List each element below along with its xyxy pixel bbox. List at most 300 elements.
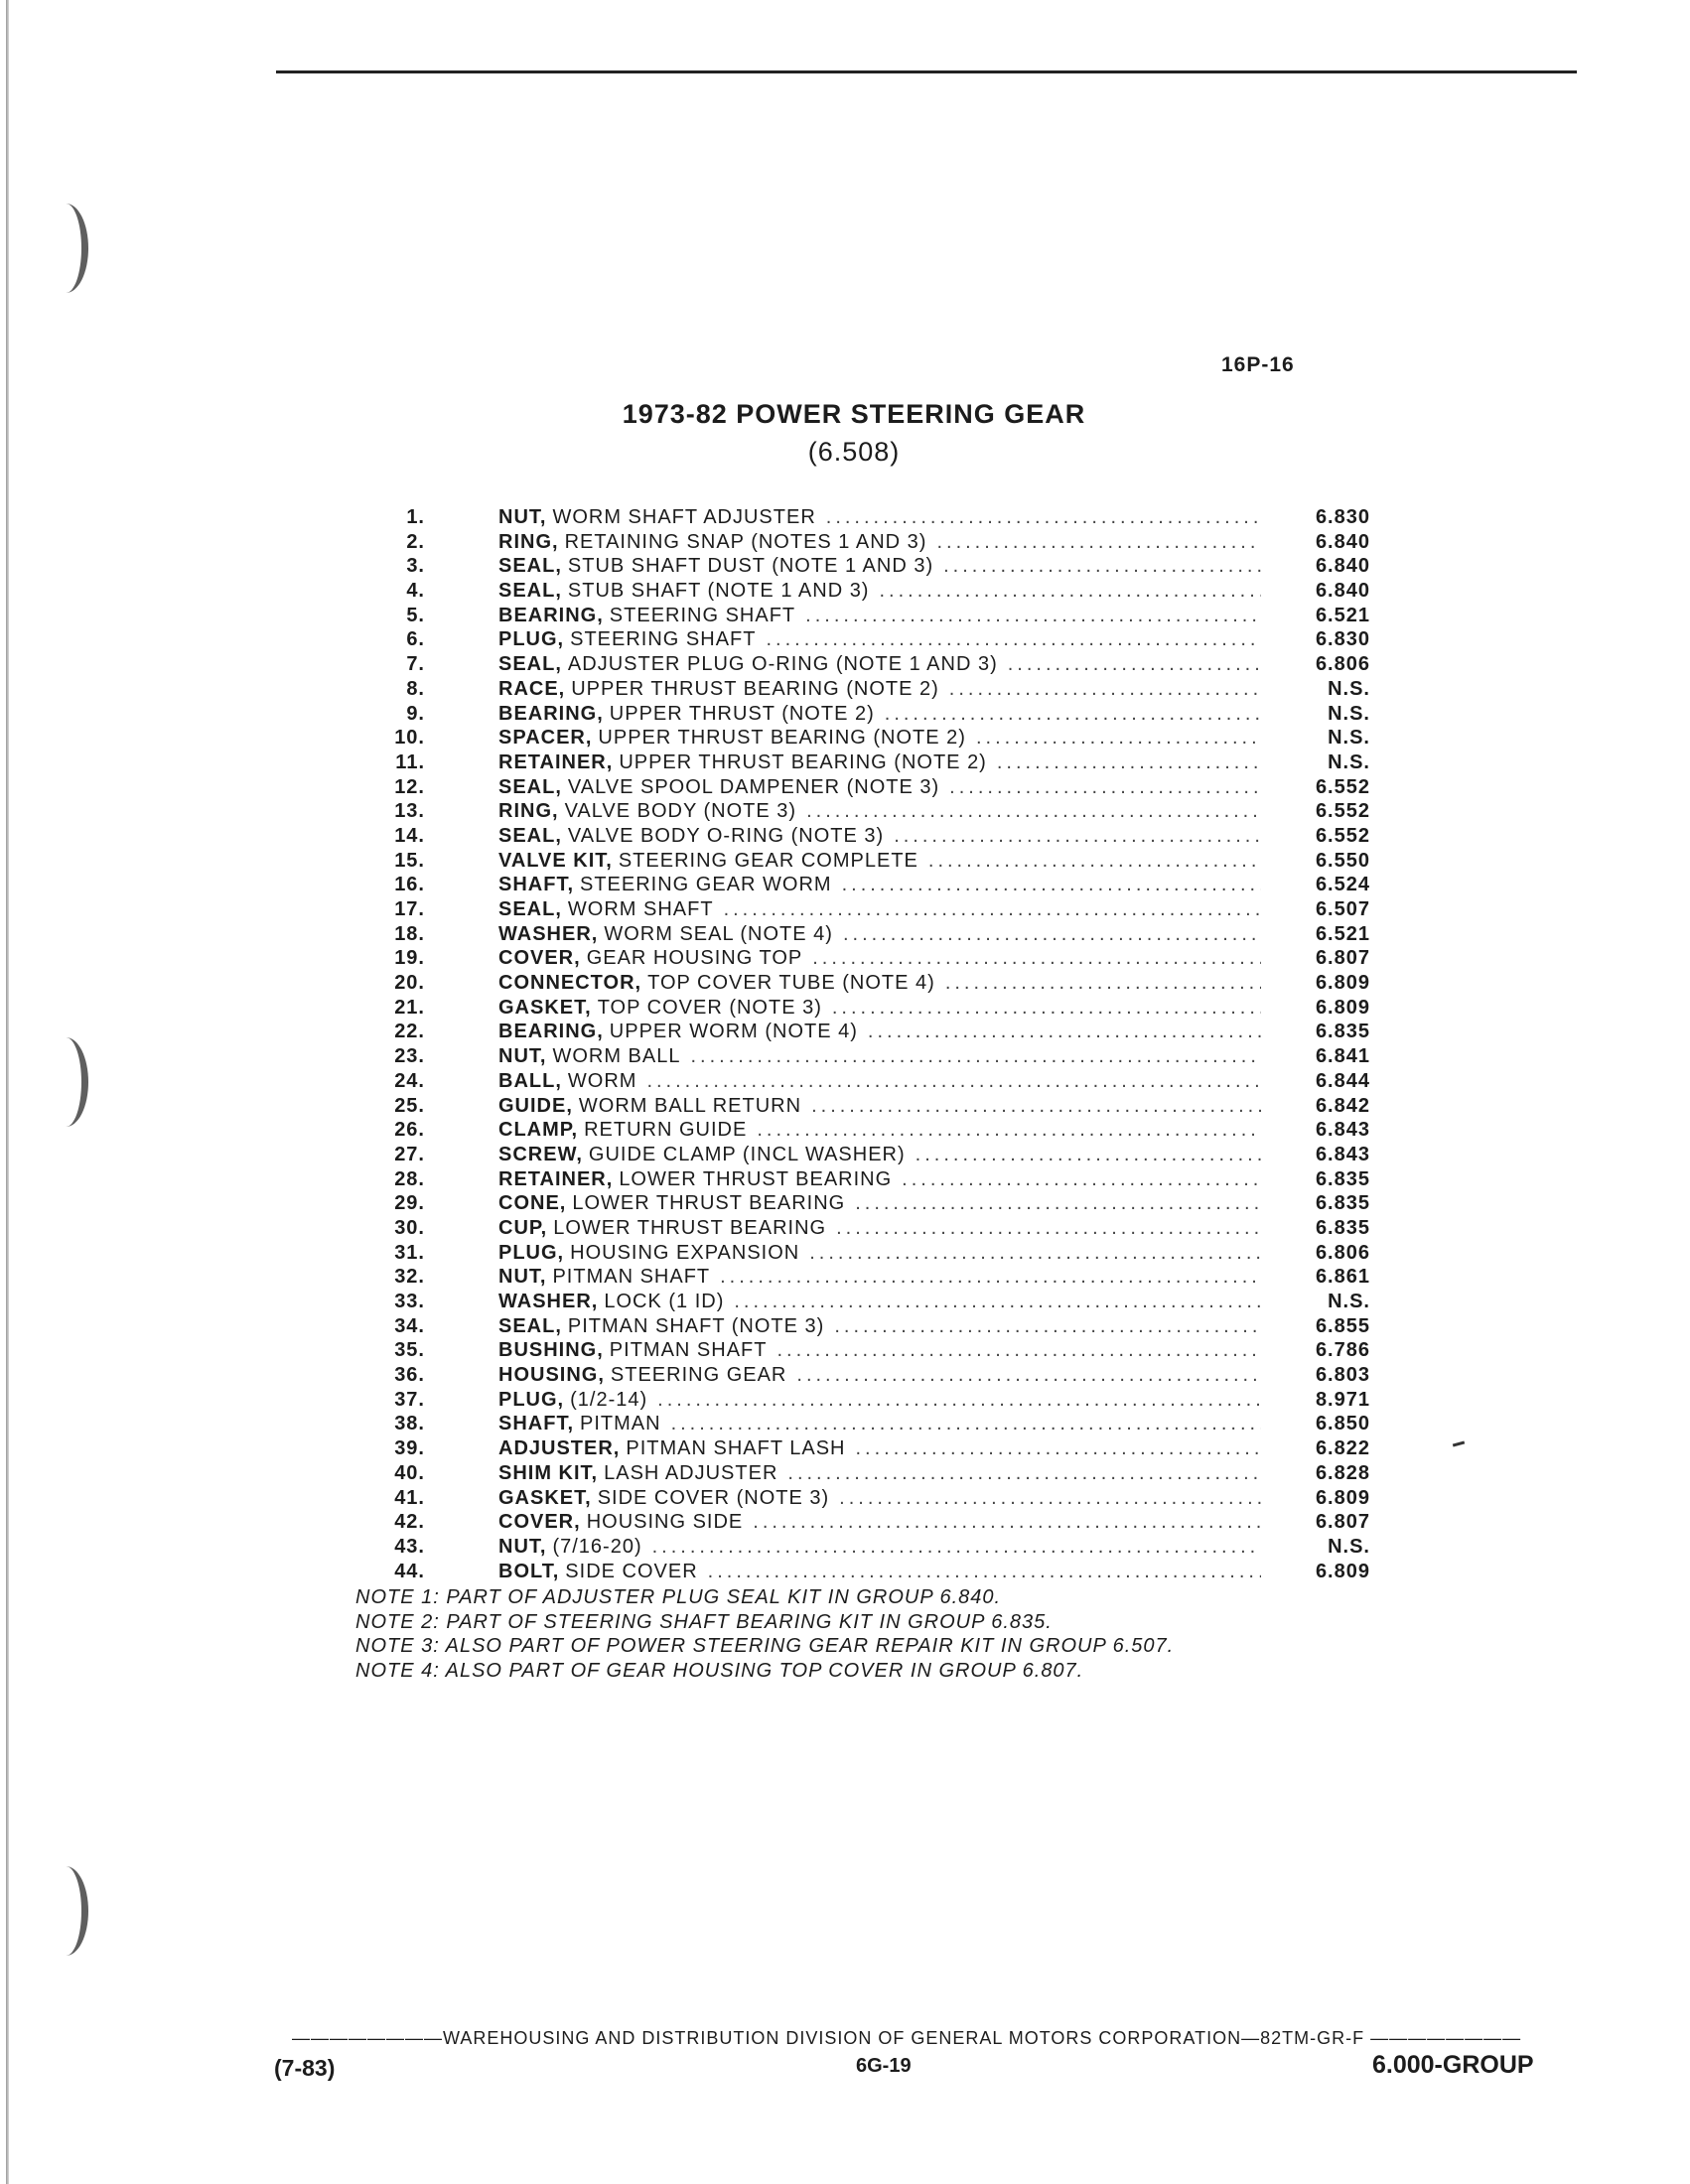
part-name: RETAINER,	[498, 1167, 614, 1190]
part-description	[498, 1412, 1261, 1436]
part-name: SEAL,	[498, 580, 562, 603]
group-reference: 6.809	[1315, 996, 1370, 1019]
part-detail: STUB SHAFT (NOTE 1 AND 3)	[567, 580, 870, 603]
group-reference: 6.840	[1315, 530, 1370, 553]
part-number: 27.	[394, 1143, 425, 1165]
part-detail: TOP COVER TUBE (NOTE 4)	[647, 972, 935, 995]
group-reference: 6.840	[1315, 580, 1370, 603]
part-detail: WORM BALL RETURN	[578, 1094, 802, 1117]
part-row	[377, 775, 1430, 800]
part-row	[377, 1535, 1430, 1560]
part-detail: VALVE BODY O-RING (NOTE 3)	[567, 824, 885, 847]
part-detail: GUIDE CLAMP (INCL WASHER)	[588, 1143, 906, 1165]
part-description	[498, 1216, 1261, 1241]
part-name: COVER,	[498, 1511, 581, 1534]
part-description	[498, 996, 1261, 1021]
part-name: BALL,	[498, 1069, 562, 1092]
part-row	[377, 873, 1430, 897]
part-detail: LOWER THRUST BEARING	[619, 1167, 893, 1190]
leader-dots	[812, 946, 1261, 971]
part-row	[377, 1510, 1430, 1535]
footer-page-number: 6G-19	[856, 2055, 912, 2077]
part-detail: WORM SHAFT ADJUSTER	[552, 506, 816, 528]
part-name: CONE,	[498, 1192, 567, 1215]
part-description	[498, 946, 1261, 971]
punch-hole-mark	[44, 204, 88, 293]
part-number: 13.	[394, 800, 425, 823]
part-detail: STEERING GEAR	[610, 1364, 787, 1387]
part-number: 23.	[394, 1045, 425, 1068]
part-number: 22.	[394, 1021, 425, 1043]
part-row	[377, 505, 1430, 530]
footer-division-line: ————————WAREHOUSING AND DISTRIBUTION DIVISION OF GENERAL MOTORS CORPORATION—82TM-GR-F ————————	[292, 2028, 1522, 2048]
part-number: 18.	[394, 922, 425, 945]
part-description	[498, 849, 1261, 874]
part-name: SEAL,	[498, 775, 562, 798]
part-name: RING,	[498, 800, 559, 823]
group-reference: 6.844	[1315, 1069, 1370, 1092]
footer-group: 6.000-GROUP	[1372, 2051, 1534, 2079]
group-reference: N.S.	[1328, 1291, 1370, 1312]
part-detail: WORM SEAL (NOTE 4)	[604, 922, 833, 945]
part-number: 29.	[394, 1192, 425, 1215]
group-reference: 6.850	[1315, 1413, 1370, 1435]
part-description	[498, 702, 1261, 727]
part-row	[377, 1290, 1430, 1314]
part-description	[498, 627, 1261, 652]
part-description	[498, 652, 1261, 677]
part-number: 44.	[394, 1560, 425, 1582]
group-reference: 6.830	[1315, 628, 1370, 651]
part-number: 31.	[394, 1241, 425, 1264]
part-detail: STEERING SHAFT	[570, 628, 757, 651]
leader-dots	[894, 824, 1261, 849]
leader-dots	[809, 1241, 1261, 1266]
part-row	[377, 677, 1430, 702]
part-detail: UPPER THRUST (NOTE 2)	[609, 702, 875, 725]
part-number: 6.	[406, 628, 425, 651]
part-name: RACE,	[498, 677, 566, 700]
part-name: WASHER,	[498, 1291, 599, 1312]
part-detail: HOUSING SIDE	[586, 1511, 744, 1534]
leader-dots	[836, 1216, 1261, 1241]
part-number: 26.	[394, 1119, 425, 1142]
part-row	[377, 1461, 1430, 1486]
part-name: NUT,	[498, 1045, 547, 1068]
part-name: COVER,	[498, 947, 581, 970]
part-description	[498, 1436, 1261, 1461]
leader-dots	[805, 604, 1261, 628]
punch-hole-mark	[44, 1866, 88, 1956]
part-number: 19.	[394, 947, 425, 970]
part-row	[377, 751, 1430, 775]
part-number: 14.	[394, 824, 425, 847]
part-number: 41.	[394, 1486, 425, 1509]
part-name: SEAL,	[498, 653, 562, 676]
leader-dots	[928, 849, 1261, 874]
part-description	[498, 1560, 1261, 1584]
part-number: 42.	[394, 1511, 425, 1534]
leader-dots	[796, 1363, 1261, 1388]
part-name: BEARING,	[498, 702, 604, 725]
part-number: 32.	[394, 1266, 425, 1289]
group-reference: 6.524	[1315, 874, 1370, 896]
part-row	[377, 1486, 1430, 1511]
part-description	[498, 1143, 1261, 1167]
group-reference: 6.843	[1315, 1119, 1370, 1142]
group-reference: N.S.	[1328, 1535, 1370, 1558]
leader-dots	[842, 873, 1261, 897]
group-reference: 6.842	[1315, 1094, 1370, 1117]
part-number: 8.	[406, 677, 425, 700]
part-name: BEARING,	[498, 604, 604, 626]
leader-dots	[943, 554, 1261, 579]
part-description	[498, 530, 1261, 555]
part-row	[377, 627, 1430, 652]
binder-edge	[6, 0, 9, 2184]
group-reference: 6.861	[1315, 1266, 1370, 1289]
part-name: SPACER,	[498, 727, 593, 750]
part-detail: STUB SHAFT DUST (NOTE 1 AND 3)	[567, 555, 934, 578]
leader-dots	[945, 971, 1261, 996]
part-number: 16.	[394, 874, 425, 896]
part-row	[377, 996, 1430, 1021]
part-name: CUP,	[498, 1216, 548, 1239]
part-detail: PITMAN	[580, 1413, 661, 1435]
group-reference: N.S.	[1328, 751, 1370, 773]
group-reference: 6.803	[1315, 1364, 1370, 1387]
part-detail: GEAR HOUSING TOP	[586, 947, 803, 970]
leader-dots	[806, 799, 1261, 824]
group-reference: 6.552	[1315, 775, 1370, 798]
leader-dots	[997, 751, 1261, 775]
part-name: RING,	[498, 530, 559, 553]
part-detail: SIDE COVER	[565, 1560, 698, 1582]
part-detail: TOP COVER (NOTE 3)	[597, 996, 822, 1019]
part-name: VALVE KIT,	[498, 849, 613, 872]
part-name: SEAL,	[498, 555, 562, 578]
part-description	[498, 897, 1261, 922]
notes-block	[355, 1585, 1174, 1684]
part-detail: LOWER THRUST BEARING	[572, 1192, 846, 1215]
part-description	[498, 922, 1261, 947]
part-detail: PITMAN SHAFT	[609, 1339, 768, 1362]
part-row	[377, 1412, 1430, 1436]
punch-hole-mark	[44, 1037, 88, 1127]
leader-dots	[652, 1535, 1261, 1560]
part-name: PLUG,	[498, 1388, 565, 1411]
part-number: 21.	[394, 996, 425, 1019]
part-description	[498, 971, 1261, 996]
group-reference: 6.855	[1315, 1314, 1370, 1337]
group-reference: 6.552	[1315, 824, 1370, 847]
top-rule	[276, 70, 1577, 73]
part-description	[498, 1338, 1261, 1363]
part-detail: WORM	[567, 1069, 637, 1092]
leader-dots	[879, 579, 1261, 604]
note-line: NOTE 2: PART OF STEERING SHAFT BEARING KIT IN GROUP 6.835.	[355, 1610, 1053, 1633]
note-line: NOTE 1: PART OF ADJUSTER PLUG SEAL KIT IN GROUP 6.840.	[355, 1586, 1002, 1608]
part-number: 37.	[394, 1388, 425, 1411]
part-number: 12.	[394, 775, 425, 798]
part-row	[377, 1167, 1430, 1192]
leader-dots	[976, 726, 1261, 751]
part-number: 25.	[394, 1094, 425, 1117]
part-description	[498, 1461, 1261, 1486]
part-row	[377, 1044, 1430, 1069]
leader-dots	[826, 505, 1261, 530]
part-row	[377, 1314, 1430, 1339]
part-number: 9.	[406, 702, 425, 725]
group-reference: 6.521	[1315, 604, 1370, 626]
part-row	[377, 1560, 1430, 1584]
group-reference: 6.841	[1315, 1045, 1370, 1068]
part-number: 40.	[394, 1461, 425, 1484]
part-description	[498, 1241, 1261, 1266]
part-name: BUSHING,	[498, 1339, 604, 1362]
part-number: 34.	[394, 1314, 425, 1337]
part-description	[498, 1535, 1261, 1560]
note-line: NOTE 4: ALSO PART OF GEAR HOUSING TOP COVER IN GROUP 6.807.	[355, 1660, 1084, 1683]
part-detail: RETAINING SNAP (NOTES 1 AND 3)	[564, 530, 927, 553]
part-row	[377, 652, 1430, 677]
part-row	[377, 946, 1430, 971]
part-name: NUT,	[498, 1535, 547, 1558]
part-name: NUT,	[498, 506, 547, 528]
part-name: NUT,	[498, 1266, 547, 1289]
part-detail: WORM BALL	[552, 1045, 681, 1068]
part-description	[498, 1265, 1261, 1290]
group-reference: 6.786	[1315, 1339, 1370, 1362]
part-description	[498, 1094, 1261, 1119]
leader-dots	[855, 1191, 1261, 1216]
leader-dots	[936, 530, 1261, 555]
part-number: 38.	[394, 1413, 425, 1435]
part-name: HOUSING,	[498, 1364, 605, 1387]
part-name: SCREW,	[498, 1143, 583, 1165]
part-name: CONNECTOR,	[498, 972, 642, 995]
leader-dots	[757, 1118, 1261, 1143]
group-reference: 6.835	[1315, 1192, 1370, 1215]
group-reference: 6.806	[1315, 653, 1370, 676]
leader-dots	[708, 1560, 1261, 1584]
part-number: 24.	[394, 1069, 425, 1092]
leader-dots	[855, 1436, 1261, 1461]
leader-dots	[720, 1265, 1261, 1290]
leader-dots	[949, 677, 1261, 702]
part-number: 36.	[394, 1364, 425, 1387]
part-row	[377, 1118, 1430, 1143]
part-description	[498, 1486, 1261, 1511]
part-detail: LOCK (1 ID)	[604, 1291, 725, 1312]
footer-division: WAREHOUSING AND DISTRIBUTION DIVISION OF GENERAL MOTORS CORPORATION—82TM-GR-F	[443, 2028, 1365, 2048]
part-description	[498, 1363, 1261, 1388]
part-description	[498, 1191, 1261, 1216]
part-detail: (7/16-20)	[552, 1535, 642, 1558]
part-number: 7.	[406, 653, 425, 676]
leader-dots	[787, 1461, 1261, 1486]
note-line: NOTE 3: ALSO PART OF POWER STEERING GEAR REPAIR KIT IN GROUP 6.507.	[355, 1635, 1175, 1658]
group-reference: 6.807	[1315, 947, 1370, 970]
group-reference: 6.830	[1315, 506, 1370, 528]
part-row	[377, 579, 1430, 604]
part-detail: STEERING GEAR COMPLETE	[618, 849, 918, 872]
parts-list	[377, 505, 1430, 1583]
leader-dots	[753, 1510, 1261, 1535]
group-reference: 6.521	[1315, 922, 1370, 945]
part-detail: VALVE BODY (NOTE 3)	[564, 800, 797, 823]
part-number: 39.	[394, 1437, 425, 1460]
part-name: CLAMP,	[498, 1119, 579, 1142]
part-detail: LASH ADJUSTER	[604, 1461, 778, 1484]
leader-dots	[915, 1143, 1261, 1167]
part-number: 1.	[406, 506, 425, 528]
leader-dots	[832, 996, 1261, 1021]
part-row	[377, 1338, 1430, 1363]
part-row	[377, 1436, 1430, 1461]
part-name: GASKET,	[498, 996, 592, 1019]
leader-dots	[885, 702, 1261, 727]
leader-dots	[776, 1338, 1261, 1363]
group-reference: 6.552	[1315, 800, 1370, 823]
part-detail: LOWER THRUST BEARING	[553, 1216, 827, 1239]
part-name: RETAINER,	[498, 751, 614, 773]
part-row	[377, 849, 1430, 874]
group-reference: 8.971	[1315, 1388, 1370, 1411]
leader-dots	[766, 627, 1261, 652]
part-detail: PITMAN SHAFT (NOTE 3)	[567, 1314, 825, 1337]
part-row	[377, 554, 1430, 579]
part-number: 3.	[406, 555, 425, 578]
part-name: BOLT,	[498, 1560, 560, 1582]
part-detail: PITMAN SHAFT	[552, 1266, 711, 1289]
part-row	[377, 1388, 1430, 1413]
leader-dots	[834, 1314, 1261, 1339]
page-subtitle: (6.508)	[807, 437, 901, 467]
part-name: SHAFT,	[498, 874, 574, 896]
part-row	[377, 824, 1430, 849]
group-reference: 6.550	[1315, 849, 1370, 872]
part-description	[498, 1314, 1261, 1339]
part-description	[498, 604, 1261, 628]
part-name: WASHER,	[498, 922, 599, 945]
leader-dots	[646, 1069, 1261, 1094]
part-description	[498, 1044, 1261, 1069]
part-description	[498, 579, 1261, 604]
part-name: PLUG,	[498, 628, 565, 651]
part-row	[377, 1069, 1430, 1094]
part-detail: UPPER THRUST BEARING (NOTE 2)	[619, 751, 987, 773]
part-description	[498, 751, 1261, 775]
part-row	[377, 726, 1430, 751]
group-reference: 6.828	[1315, 1461, 1370, 1484]
group-reference: 6.843	[1315, 1143, 1370, 1165]
footer-date: (7-83)	[274, 2055, 336, 2081]
leader-dots	[724, 897, 1261, 922]
group-reference: 6.809	[1315, 972, 1370, 995]
part-description	[498, 677, 1261, 702]
part-detail: (1/2-14)	[570, 1388, 648, 1411]
group-reference: 6.807	[1315, 1511, 1370, 1534]
part-number: 15.	[394, 849, 425, 872]
part-number: 35.	[394, 1339, 425, 1362]
group-reference: 6.806	[1315, 1241, 1370, 1264]
part-row	[377, 1216, 1430, 1241]
group-reference: N.S.	[1328, 702, 1370, 725]
part-number: 11.	[395, 751, 425, 773]
part-row	[377, 1020, 1430, 1044]
group-reference: 6.507	[1315, 898, 1370, 920]
part-row	[377, 799, 1430, 824]
part-description	[498, 1388, 1261, 1413]
part-description	[498, 1290, 1261, 1314]
part-detail: VALVE SPOOL DAMPENER (NOTE 3)	[567, 775, 940, 798]
part-name: SEAL,	[498, 898, 562, 920]
part-number: 43.	[394, 1535, 425, 1558]
part-detail: UPPER THRUST BEARING (NOTE 2)	[598, 727, 966, 750]
group-reference: N.S.	[1328, 677, 1370, 700]
leader-dots	[1008, 652, 1261, 677]
part-detail: RETURN GUIDE	[584, 1119, 748, 1142]
leader-dots	[839, 1486, 1261, 1511]
part-number: 2.	[406, 530, 425, 553]
part-row	[377, 604, 1430, 628]
part-name: PLUG,	[498, 1241, 565, 1264]
leader-dots	[811, 1094, 1261, 1119]
part-row	[377, 1241, 1430, 1266]
part-description	[498, 554, 1261, 579]
part-detail: HOUSING EXPANSION	[570, 1241, 800, 1264]
part-detail: STEERING SHAFT	[609, 604, 796, 626]
part-detail: WORM SHAFT	[567, 898, 714, 920]
group-reference: 6.840	[1315, 555, 1370, 578]
group-reference: 6.835	[1315, 1167, 1370, 1190]
part-number: 17.	[394, 898, 425, 920]
part-number: 4.	[406, 580, 425, 603]
part-description	[498, 1020, 1261, 1044]
part-detail: STEERING GEAR WORM	[580, 874, 832, 896]
part-row	[377, 1094, 1430, 1119]
leader-dots	[671, 1412, 1261, 1436]
group-reference: 6.835	[1315, 1216, 1370, 1239]
part-description	[498, 775, 1261, 800]
group-reference: N.S.	[1328, 727, 1370, 750]
leader-dots	[843, 922, 1261, 947]
group-reference: 6.809	[1315, 1486, 1370, 1509]
part-description	[498, 873, 1261, 897]
group-reference: 6.835	[1315, 1021, 1370, 1043]
part-description	[498, 1118, 1261, 1143]
part-number: 28.	[394, 1167, 425, 1190]
part-row	[377, 1363, 1430, 1388]
part-row	[377, 702, 1430, 727]
part-description	[498, 824, 1261, 849]
part-detail: UPPER THRUST BEARING (NOTE 2)	[571, 677, 939, 700]
part-number: 30.	[394, 1216, 425, 1239]
leader-dots	[657, 1388, 1261, 1413]
part-name: SEAL,	[498, 824, 562, 847]
part-row	[377, 1265, 1430, 1290]
page-title: 1973-82 POWER STEERING GEAR	[622, 399, 1086, 429]
part-detail: UPPER WORM (NOTE 4)	[609, 1021, 858, 1043]
group-reference: 6.822	[1315, 1437, 1370, 1460]
part-row	[377, 530, 1430, 555]
part-description	[498, 799, 1261, 824]
part-description	[498, 505, 1261, 530]
part-name: GASKET,	[498, 1486, 592, 1509]
part-number: 10.	[394, 727, 425, 750]
page-code: 16P-16	[1221, 353, 1295, 376]
